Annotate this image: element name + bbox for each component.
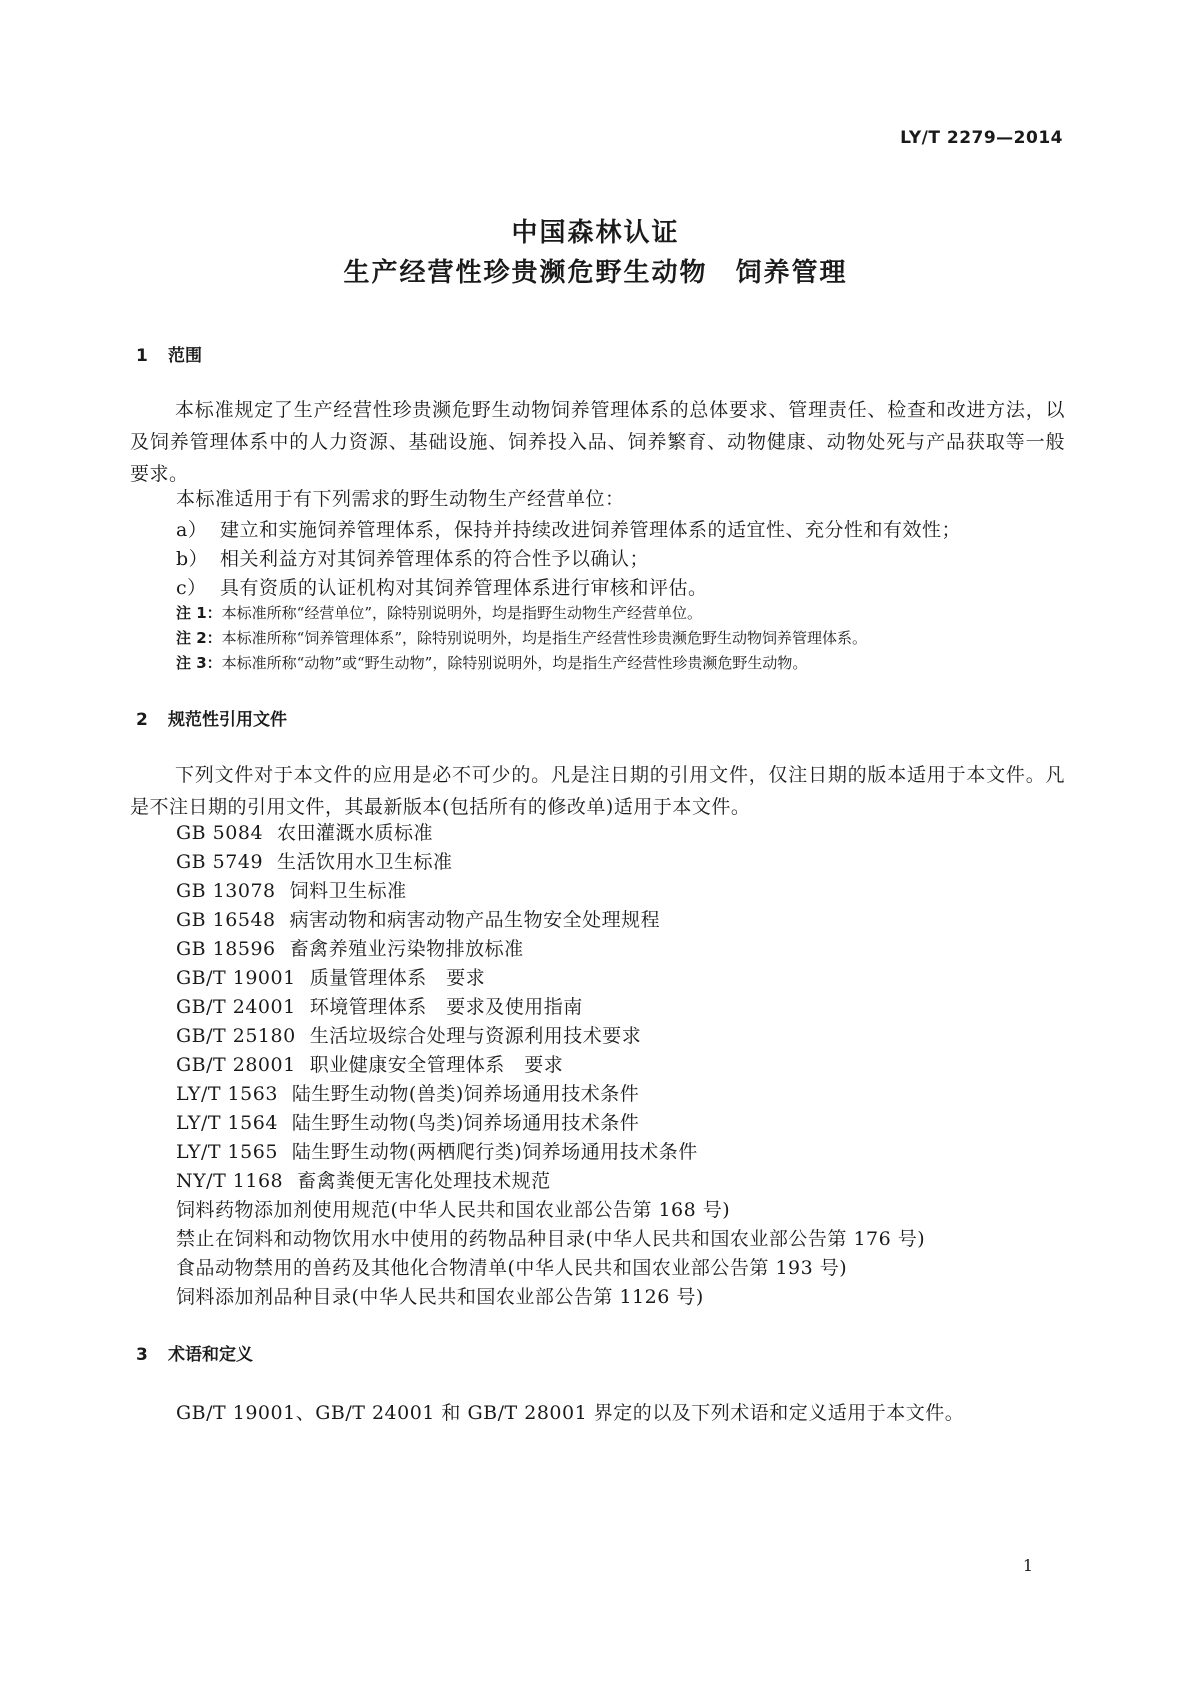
- reference-item: [176, 1195, 730, 1222]
- reference-code: GB/T 25180: [176, 1025, 296, 1047]
- reference-code: GB 13078: [176, 880, 276, 902]
- section-2-paragraph: 下列文件对于本文件的应用是必不可少的。凡是注日期的引用文件，仅注日期的版本适用于本文件。凡是不注日期的引用文件，其最新版本(包括所有的修改单)适用于本文件。: [130, 764, 1065, 818]
- list-item-c: [176, 573, 708, 600]
- reference-title: 农田灌溉水质标准: [277, 822, 434, 844]
- reference-title: 生活垃圾综合处理与资源利用技术要求: [309, 1025, 642, 1047]
- reference-code: LY/T 1563: [176, 1083, 278, 1105]
- reference-item: [176, 905, 660, 932]
- reference-item: [176, 1224, 925, 1251]
- note-text: 本标准所称“经营单位”，除特别说明外，均是指野生动物生产经营单位。: [221, 604, 703, 622]
- page-number: 1: [1022, 1556, 1033, 1575]
- list-item-a: [176, 515, 961, 542]
- list-label: a）: [176, 519, 208, 541]
- reference-item: [176, 1282, 704, 1309]
- reference-code: GB/T 19001: [176, 967, 296, 989]
- reference-code: GB 16548: [176, 909, 276, 931]
- note-label: 注 1：: [176, 604, 222, 622]
- reference-code: GB/T 28001: [176, 1054, 296, 1076]
- list-label: c）: [176, 577, 207, 599]
- section-number: 1: [136, 346, 148, 366]
- reference-title: 食品动物禁用的兽药及其他化合物清单(中华人民共和国农业部公告第 193 号): [176, 1257, 848, 1279]
- reference-item: [176, 1253, 847, 1280]
- reference-title: 环境管理体系 要求及使用指南: [309, 996, 583, 1018]
- note-2: [176, 627, 867, 648]
- note-label: 注 2：: [176, 629, 222, 647]
- reference-item: [176, 1079, 639, 1106]
- reference-item: [176, 1050, 563, 1077]
- document-title-line2: 生产经营性珍贵濒危野生动物 饲养管理: [343, 258, 848, 288]
- reference-title: 禁止在饲料和动物饮用水中使用的药物品种目录(中华人民共和国农业部公告第 176 号): [176, 1228, 926, 1250]
- section-title: 范围: [168, 346, 202, 366]
- reference-item: [176, 1137, 698, 1164]
- section-1-paragraph: 本标准规定了生产经营性珍贵濒危野生动物饲养管理体系的总体要求、管理责任、检查和改进方法，以及饲养管理体系中的人力资源、基础设施、饲养投入品、饲养繁育、动物健康、动物处死与产品获取等一般要求。: [130, 399, 1065, 485]
- reference-code: GB 5084: [176, 822, 264, 844]
- reference-item: [176, 818, 433, 845]
- reference-item: [176, 1021, 641, 1048]
- list-item-b: [176, 544, 649, 571]
- reference-title: 饲料卫生标准: [289, 880, 407, 902]
- section-3-heading: [136, 1340, 253, 1365]
- section-1-heading: [136, 341, 202, 366]
- note-label: 注 3：: [176, 654, 222, 672]
- reference-title: 生活饮用水卫生标准: [277, 851, 453, 873]
- reference-item: [176, 876, 407, 903]
- reference-code: GB 5749: [176, 851, 264, 873]
- reference-item: [176, 1166, 551, 1193]
- reference-item: [176, 963, 485, 990]
- list-label: b）: [176, 548, 209, 570]
- reference-title: 饲料添加剂品种目录(中华人民共和国农业部公告第 1126 号): [176, 1286, 704, 1308]
- list-text: 具有资质的认证机构对其饲养管理体系进行审核和评估。: [220, 577, 708, 599]
- reference-title: 畜禽粪便无害化处理技术规范: [297, 1170, 551, 1192]
- section-number: 2: [136, 710, 148, 730]
- reference-item: [176, 1108, 639, 1135]
- note-3: [176, 652, 807, 673]
- section-1-applicability: 本标准适用于有下列需求的野生动物生产经营单位：: [176, 488, 625, 510]
- reference-title: 饲料药物添加剂使用规范(中华人民共和国农业部公告第 168 号): [176, 1199, 731, 1221]
- standard-code: LY/T 2279—2014: [900, 128, 1063, 148]
- reference-item: [176, 934, 524, 961]
- list-text: 建立和实施饲养管理体系，保持并持续改进饲养管理体系的适宜性、充分性和有效性；: [220, 519, 962, 541]
- reference-title: 陆生野生动物(鸟类)饲养场通用技术条件: [291, 1112, 640, 1134]
- reference-title: 质量管理体系 要求: [309, 967, 486, 989]
- note-text: 本标准所称“饲养管理体系”，除特别说明外，均是指生产经营性珍贵濒危野生动物饲养管理体系。: [221, 629, 868, 647]
- reference-code: GB/T 24001: [176, 996, 296, 1018]
- document-title-line1: 中国森林认证: [511, 218, 680, 248]
- note-1: [176, 602, 702, 623]
- reference-title: 陆生野生动物(兽类)饲养场通用技术条件: [291, 1083, 640, 1105]
- reference-title: 病害动物和病害动物产品生物安全处理规程: [289, 909, 661, 931]
- reference-title: 职业健康安全管理体系 要求: [309, 1054, 564, 1076]
- reference-code: LY/T 1564: [176, 1112, 278, 1134]
- section-3-paragraph: GB/T 19001、GB/T 24001 和 GB/T 28001 界定的以及下列术语和定义适用于本文件。: [176, 1402, 965, 1424]
- note-text: 本标准所称“动物”或“野生动物”，除特别说明外，均是指生产经营性珍贵濒危野生动物。: [221, 654, 808, 672]
- reference-item: [176, 992, 583, 1019]
- section-2-heading: [136, 705, 287, 730]
- reference-item: [176, 847, 453, 874]
- section-title: 规范性引用文件: [168, 710, 287, 730]
- reference-code: NY/T 1168: [176, 1170, 284, 1192]
- section-title: 术语和定义: [168, 1345, 253, 1365]
- reference-title: 畜禽养殖业污染物排放标准: [289, 938, 524, 960]
- reference-code: LY/T 1565: [176, 1141, 278, 1163]
- list-text: 相关利益方对其饲养管理体系的符合性予以确认；: [220, 548, 650, 570]
- reference-title: 陆生野生动物(两栖爬行类)饲养场通用技术条件: [291, 1141, 698, 1163]
- section-number: 3: [136, 1345, 148, 1365]
- reference-code: GB 18596: [176, 938, 276, 960]
